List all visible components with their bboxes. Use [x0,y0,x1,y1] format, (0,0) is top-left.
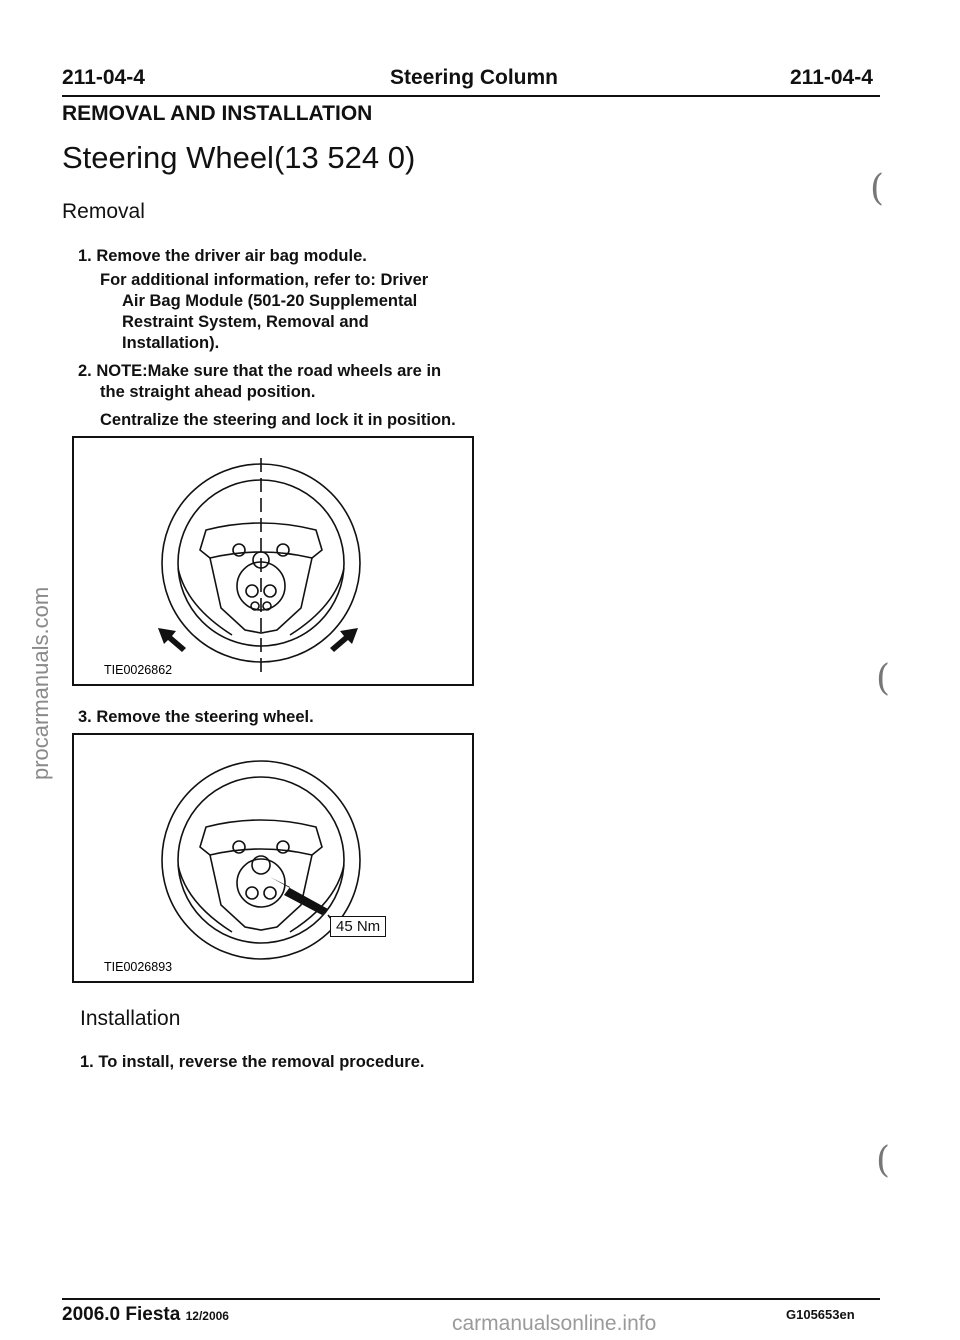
margin-mark: ( [870,168,885,209]
steering-wheel-illustration [74,735,472,981]
removal-step-1: 1. Remove the driver air bag module. [78,247,367,265]
installation-step-1: 1. To install, reverse the removal procedure. [80,1053,425,1071]
installation-heading: Installation [80,1007,181,1030]
removal-heading: Removal [62,200,145,223]
footer-model-name: 2006.0 Fiesta [62,1304,181,1325]
reference-line: Restraint System, Removal and [122,313,369,331]
steering-wheel-illustration [74,438,472,684]
removal-step-2-action: Centralize the steering and lock it in position. [100,411,456,429]
figure-steering-remove [72,733,474,983]
footer-date: 12/2006 [185,1309,229,1323]
footer-rule [62,1298,880,1300]
figure-2-id: TIE0026893 [104,960,173,974]
watermark-bottom: carmanualsonline.info [452,1312,657,1335]
note-line: 2. NOTE:Make sure that the road wheels are in [78,362,442,380]
footer-model [62,1304,229,1326]
section-title: REMOVAL AND INSTALLATION [62,102,373,125]
margin-mark: ( [876,1140,891,1181]
removal-step-1-reference [100,270,480,354]
reference-line: For additional information, refer to: Driver [100,271,429,289]
header-title: Steering Column [390,66,559,89]
footer-code: G105653en [786,1307,855,1322]
torque-label: 45 Nm [330,916,386,937]
page-title: Steering Wheel(13 524 0) [62,140,416,175]
header-rule [62,95,880,97]
margin-mark: ( [876,658,891,699]
reference-line: Installation). [122,334,220,352]
note-line: the straight ahead position. [100,383,316,401]
header-right-code: 211-04-4 [790,66,873,89]
removal-step-2 [78,361,478,403]
reference-line: Air Bag Module (501-20 Supplemental [122,292,418,310]
watermark-vertical: procarmanuals.com [28,586,53,780]
figure-1-id: TIE0026862 [104,663,173,677]
figure-steering-centralize [72,436,474,686]
removal-step-3: 3. Remove the steering wheel. [78,708,314,726]
header-left-code: 211-04-4 [62,66,145,89]
